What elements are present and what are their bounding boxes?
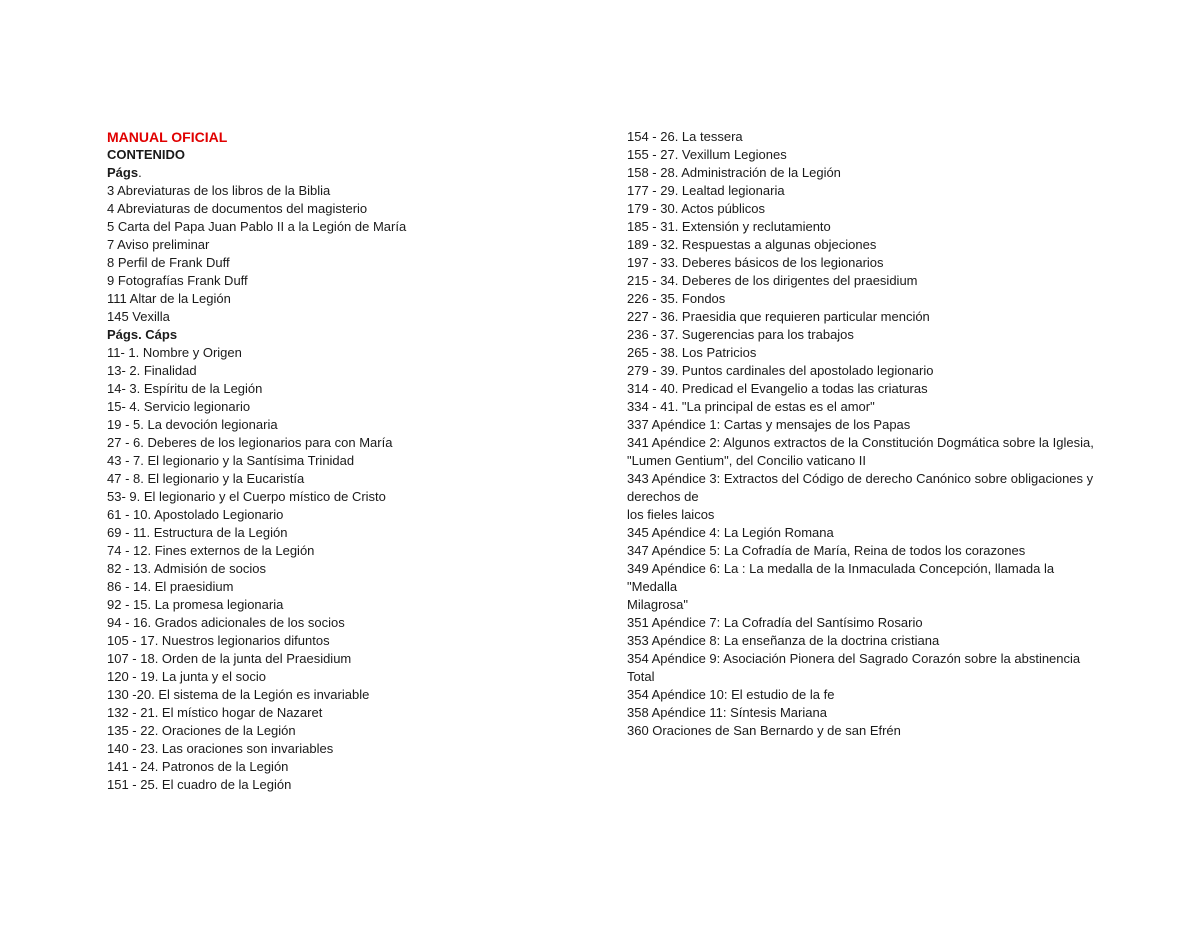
contents-entry: 3 Abreviaturas de los libros de la Biblia: [107, 183, 331, 198]
chapter-list-left: [107, 344, 577, 794]
chapter-entry: 177 - 29. Lealtad legionaria: [627, 183, 785, 198]
chapter-entry: 11- 1. Nombre y Origen: [107, 345, 242, 360]
appendix-entry: 353 Apéndice 8: La enseñanza de la doctrina cristiana: [627, 633, 940, 648]
contents-entry: 111 Altar de la Legión: [107, 291, 231, 306]
chapter-entry: 105 - 17. Nuestros legionarios difuntos: [107, 633, 330, 648]
front-matter-list: [107, 182, 577, 326]
chapter-entry: 130 -20. El sistema de la Legión es invariable: [107, 687, 370, 702]
chapter-entry: 215 - 34. Deberes de los dirigentes del praesidium: [627, 273, 918, 288]
chapter-entry: 179 - 30. Actos públicos: [627, 201, 766, 216]
contents-entry: 145 Vexilla: [107, 309, 170, 324]
contents-entry: 5 Carta del Papa Juan Pablo II a la Legión de María: [107, 219, 407, 234]
chapter-entry: 94 - 16. Grados adicionales de los socios: [107, 615, 345, 630]
chapter-entry: 141 - 24. Patronos de la Legión: [107, 759, 289, 774]
appendix-entry: 345 Apéndice 4: La Legión Romana: [627, 525, 834, 540]
document-title: MANUAL OFICIAL: [107, 129, 228, 145]
appendix-entry: 337 Apéndice 1: Cartas y mensajes de los Papas: [627, 417, 911, 432]
chapter-entry: 135 - 22. Oraciones de la Legión: [107, 723, 296, 738]
chapter-entry: 82 - 13. Admisión de socios: [107, 561, 266, 576]
chapter-entry: 86 - 14. El praesidium: [107, 579, 234, 594]
chapter-entry: 69 - 11. Estructura de la Legión: [107, 525, 288, 540]
appendix-entry: 347 Apéndice 5: La Cofradía de María, Reina de todos los corazones: [627, 543, 1026, 558]
contents-entry: 7 Aviso preliminar: [107, 237, 210, 252]
chapter-entry: 107 - 18. Orden de la junta del Praesidium: [107, 651, 352, 666]
chapter-entry: 151 - 25. El cuadro de la Legión: [107, 777, 292, 792]
left-column: [107, 128, 577, 794]
chapter-entry: 279 - 39. Puntos cardinales del apostolado legionario: [627, 363, 934, 378]
chapter-entry: 14- 3. Espíritu de la Legión: [107, 381, 263, 396]
chapter-entry: 154 - 26. La tessera: [627, 129, 743, 144]
chapter-entry: 334 - 41. "La principal de estas es el amor": [627, 399, 875, 414]
pags-label-line: [107, 164, 577, 182]
appendix-entry: 354 Apéndice 10: El estudio de la fe: [627, 687, 835, 702]
appendix-entry: 360 Oraciones de San Bernardo y de san Efrén: [627, 723, 901, 738]
appendix-entry: 354 Apéndice 9: Asociación Pionera del Sagrado Corazón sobre la abstinencia Total: [627, 651, 1081, 684]
chapter-entry: 236 - 37. Sugerencias para los trabajos: [627, 327, 854, 342]
appendix-entry: 358 Apéndice 11: Síntesis Mariana: [627, 705, 827, 720]
chapter-entry: 132 - 21. El místico hogar de Nazaret: [107, 705, 323, 720]
appendix-entry: 343 Apéndice 3: Extractos del Código de derecho Canónico sobre obligaciones y derechos de: [627, 471, 1094, 504]
chapter-entry: 92 - 15. La promesa legionaria: [107, 597, 284, 612]
chapter-entry: 43 - 7. El legionario y la Santísima Trinidad: [107, 453, 355, 468]
chapter-entry: 155 - 27. Vexillum Legiones: [627, 147, 787, 162]
chapter-entry: 227 - 36. Praesidia que requieren particular mención: [627, 309, 930, 324]
chapter-entry: 47 - 8. El legionario y la Eucaristía: [107, 471, 305, 486]
contents-entry: 9 Fotografías Frank Duff: [107, 273, 248, 288]
appendix-entry: 341 Apéndice 2: Algunos extractos de la Constitución Dogmática sobre la Iglesia,: [627, 435, 1094, 450]
chapter-entry: 189 - 32. Respuestas a algunas objeciones: [627, 237, 877, 252]
chapter-entry: 74 - 12. Fines externos de la Legión: [107, 543, 315, 558]
chapter-entry: 15- 4. Servicio legionario: [107, 399, 251, 414]
chapter-entry: 120 - 19. La junta y el socio: [107, 669, 266, 684]
contents-entry: 8 Perfil de Frank Duff: [107, 255, 230, 270]
appendix-entry: 349 Apéndice 6: La : La medalla de la Inmaculada Concepción, llamada la "Medalla: [627, 561, 1055, 594]
contents-heading: CONTENIDO: [107, 147, 185, 162]
appendix-entry: 351 Apéndice 7: La Cofradía del Santísimo Rosario: [627, 615, 923, 630]
chapter-entry: 13- 2. Finalidad: [107, 363, 197, 378]
chapter-entry: 61 - 10. Apostolado Legionario: [107, 507, 284, 522]
chapter-entry: 197 - 33. Deberes básicos de los legionarios: [627, 255, 884, 270]
pags-label: Págs: [107, 165, 139, 180]
chapter-entry: 226 - 35. Fondos: [627, 291, 726, 306]
appendix-list: [627, 416, 1097, 740]
appendix-entry: "Lumen Gentium", del Concilio vaticano II: [627, 453, 867, 468]
chapter-entry: 185 - 31. Extensión y reclutamiento: [627, 219, 831, 234]
chapter-entry: 27 - 6. Deberes de los legionarios para con María: [107, 435, 393, 450]
pags-caps-label: Págs. Cáps: [107, 327, 178, 342]
chapter-list-right: [627, 128, 1097, 416]
chapter-entry: 19 - 5. La devoción legionaria: [107, 417, 278, 432]
appendix-entry: los fieles laicos: [627, 507, 715, 522]
contents-entry: 4 Abreviaturas de documentos del magisterio: [107, 201, 368, 216]
chapter-entry: 140 - 23. Las oraciones son invariables: [107, 741, 334, 756]
chapter-entry: 314 - 40. Predicad el Evangelio a todas las criaturas: [627, 381, 928, 396]
chapter-entry: 158 - 28. Administración de la Legión: [627, 165, 841, 180]
pags-suffix: .: [138, 165, 142, 180]
right-column: [627, 128, 1097, 740]
chapter-entry: 265 - 38. Los Patricios: [627, 345, 757, 360]
appendix-entry: Milagrosa": [627, 597, 688, 612]
chapter-entry: 53- 9. El legionario y el Cuerpo místico de Cristo: [107, 489, 386, 504]
